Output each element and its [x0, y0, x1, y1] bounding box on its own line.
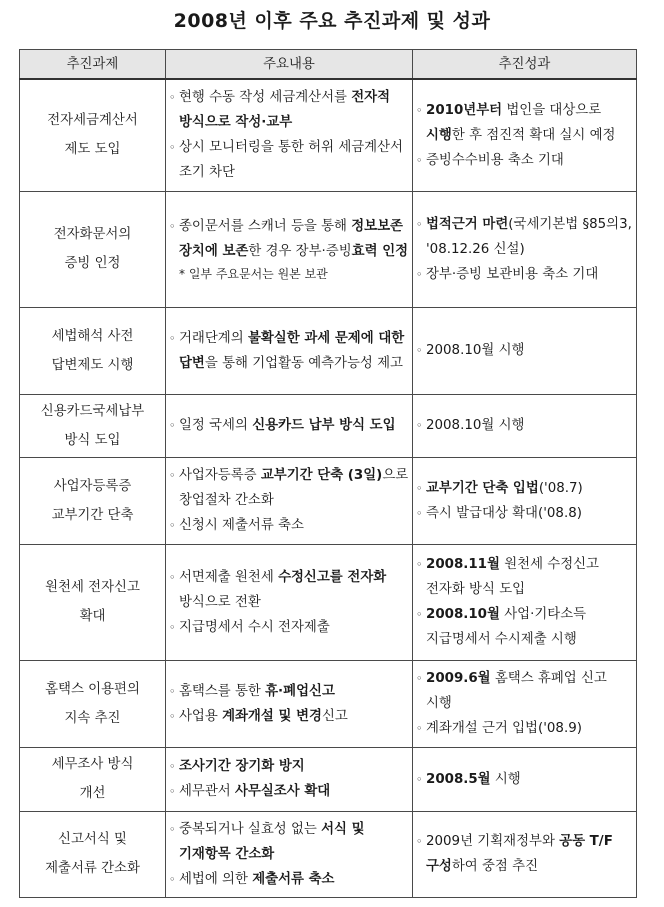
table-row — [20, 457, 637, 544]
result-item — [416, 98, 633, 148]
result-cell — [413, 457, 637, 544]
result-item — [416, 148, 633, 173]
text: 신고 — [321, 708, 348, 724]
bold-text: 2008.11월 — [426, 557, 500, 572]
content-item — [169, 704, 409, 729]
table-header-row — [20, 50, 637, 80]
header-result: 추진성과 — [413, 50, 637, 80]
table-row — [20, 394, 637, 457]
result-cell — [413, 394, 637, 457]
table-row — [20, 811, 637, 897]
task-line: 신용카드국세납부 — [40, 403, 145, 419]
text: 원천세 수정신고 전자화 방식 도입 — [426, 557, 599, 597]
text: 세법에 의한 — [179, 871, 253, 887]
task-cell — [20, 394, 166, 457]
text: 종이문서를 스캐너 등을 통해 — [179, 219, 352, 234]
result-item — [416, 262, 633, 287]
content-cell — [166, 660, 413, 747]
text: 2008.10월 시행 — [426, 343, 525, 358]
bold-text: 시행 — [426, 127, 452, 143]
bold-text: 정보보존 장치에 보존 — [179, 219, 403, 259]
task-cell — [20, 544, 166, 660]
bold-text: 사무실조사 확대 — [235, 784, 331, 799]
task-line: 세무조사 방식 — [51, 757, 134, 772]
result-item — [416, 716, 633, 741]
content-item — [169, 779, 409, 804]
bold-text: 제출서류 축소 — [252, 871, 335, 887]
task-line: 홈택스 이용편의 — [45, 681, 140, 697]
task-cell — [20, 191, 166, 307]
bold-text: 서식 및 기재항목 간소화 — [179, 821, 365, 862]
content-cell — [166, 394, 413, 457]
content-item — [169, 565, 409, 615]
text: 중복되거나 실효성 없는 — [179, 821, 322, 837]
bold-text: 효력 인정 — [351, 244, 409, 259]
bold-text: 불확실한 과세 문제에 대한 답변 — [179, 330, 405, 371]
text: (국세기본법 §85의3, '08.12.26 신설) — [426, 216, 632, 257]
text: 일정 국세의 — [179, 418, 253, 433]
task-line: 전자세금계산서 — [47, 113, 138, 129]
content-item — [169, 214, 409, 264]
content-item — [169, 326, 409, 376]
text: 사업·기타소득 지급명세서 수시제출 시행 — [426, 607, 587, 647]
content-item — [169, 679, 409, 704]
text: 한 후 점진적 확대 실시 예정 — [451, 127, 616, 143]
task-line: 제출서류 간소화 — [45, 861, 140, 876]
content-item — [169, 817, 409, 867]
text: 홈택스 휴폐업 신고 시행 — [426, 671, 607, 711]
text: ('08.7) — [538, 480, 583, 496]
text: 서면제출 원천세 — [179, 569, 279, 585]
tasks-table — [19, 49, 637, 898]
task-line: 확대 — [79, 609, 106, 624]
content-item — [169, 413, 409, 438]
text: 사업자등록증 — [179, 468, 261, 483]
result-cell — [413, 191, 637, 307]
bold-text: 2010년부터 — [426, 102, 503, 118]
text: 홈택스를 통한 — [179, 683, 266, 699]
result-item — [416, 413, 633, 438]
task-cell — [20, 457, 166, 544]
task-cell — [20, 307, 166, 394]
task-line: 사업자등록증 — [53, 478, 132, 494]
text: 법인을 대상으로 — [502, 102, 602, 118]
text: 시행 — [490, 771, 521, 787]
content-cell — [166, 544, 413, 660]
task-line: 답변제도 시행 — [51, 357, 134, 373]
result-cell — [413, 307, 637, 394]
result-item — [416, 552, 633, 602]
result-item — [416, 829, 633, 879]
result-cell — [413, 79, 637, 191]
task-line: 원천세 전자신고 — [45, 580, 140, 595]
text: 계좌개설 근거 입법('08.9) — [426, 721, 582, 736]
page-title: 2008년 이후 주요 추진과제 및 성과 — [173, 10, 491, 32]
task-line: 세법해석 사전 — [51, 328, 134, 344]
text: 세무관서 — [179, 784, 235, 799]
bold-text: 공동 T/F 구성 — [426, 834, 613, 874]
content-item — [169, 85, 409, 135]
result-cell — [413, 660, 637, 747]
bold-text: 수정신고를 전자화 — [278, 569, 387, 585]
text: 사업용 — [179, 708, 223, 724]
bold-text: 전자적 방식으로 작성·교부 — [179, 90, 391, 131]
task-line: 전자화문서의 — [53, 227, 132, 242]
text: 장부·증빙 보관비용 축소 기대 — [426, 266, 599, 282]
text: 으로 창업절차 간소화 — [179, 468, 409, 508]
content-item — [169, 513, 409, 538]
result-item — [416, 476, 633, 501]
bold-text: 2008.5월 — [426, 771, 491, 787]
result-cell — [413, 811, 637, 897]
text: 증빙수수비용 축소 기대 — [426, 152, 564, 168]
result-item — [416, 338, 633, 363]
table-row — [20, 660, 637, 747]
content-item — [169, 615, 409, 640]
text: 하여 중점 추진 — [451, 859, 538, 874]
result-cell — [413, 747, 637, 811]
content-item — [169, 754, 409, 779]
result-item — [416, 501, 633, 526]
header-content: 주요내용 — [166, 50, 413, 80]
content-note: * 일부 주요문서는 원본 보관 — [179, 267, 328, 281]
content-cell — [166, 747, 413, 811]
text: 방식으로 전환 — [179, 594, 261, 610]
task-line: 증빙 인정 — [64, 256, 121, 271]
text: 2009년 기획재정부와 — [426, 834, 560, 849]
result-item — [416, 602, 633, 652]
bold-text: 교부기간 단축 입법 — [426, 480, 539, 496]
task-line: 교부기간 단축 — [51, 507, 134, 523]
content-item — [169, 135, 409, 185]
task-cell — [20, 79, 166, 191]
bold-text: 계좌개설 및 변경 — [222, 708, 322, 724]
text: 한 경우 장부·증빙 — [248, 244, 352, 259]
task-line: 개선 — [79, 786, 106, 801]
text: 지급명세서 수시 전자제출 — [179, 619, 330, 635]
task-line: 제도 도입 — [64, 142, 121, 158]
bold-text: 신용카드 납부 방식 도입 — [252, 418, 396, 433]
table-row — [20, 747, 637, 811]
text: 거래단계의 — [179, 330, 248, 346]
table-row — [20, 191, 637, 307]
task-line: 신고서식 및 — [58, 832, 127, 847]
text: 상시 모니터링을 통한 허위 세금계산서 조기 차단 — [179, 140, 403, 181]
task-cell — [20, 747, 166, 811]
content-cell — [166, 307, 413, 394]
table-body — [20, 79, 637, 897]
task-cell — [20, 660, 166, 747]
content-cell — [166, 79, 413, 191]
result-cell — [413, 544, 637, 660]
table-row — [20, 79, 637, 191]
text: 을 통해 기업활동 예측가능성 제고 — [204, 355, 403, 371]
task-line: 지속 추진 — [64, 710, 121, 726]
bold-text: 조사기간 장기화 방지 — [179, 759, 305, 774]
content-cell — [166, 191, 413, 307]
table-row — [20, 307, 637, 394]
task-line: 방식 도입 — [64, 432, 121, 448]
content-item — [169, 867, 409, 892]
text: 신청시 제출서류 축소 — [179, 518, 304, 533]
bold-text: 교부기간 단축 (3일) — [260, 468, 383, 483]
header-task: 추진과제 — [20, 50, 166, 80]
bold-text: 법적근거 마련 — [426, 216, 509, 232]
text: 현행 수동 작성 세금계산서를 — [179, 90, 352, 106]
content-cell — [166, 811, 413, 897]
result-item — [416, 767, 633, 792]
text: 즉시 발급대상 확대('08.8) — [426, 505, 582, 521]
result-item — [416, 666, 633, 716]
content-item — [169, 463, 409, 513]
bold-text: 휴·폐업신고 — [265, 683, 335, 699]
bold-text: 2009.6월 — [426, 671, 491, 686]
task-cell — [20, 811, 166, 897]
bold-text: 2008.10월 — [426, 607, 500, 622]
table-row — [20, 544, 637, 660]
content-cell — [166, 457, 413, 544]
text: 2008.10월 시행 — [426, 418, 525, 433]
result-item — [416, 212, 633, 262]
